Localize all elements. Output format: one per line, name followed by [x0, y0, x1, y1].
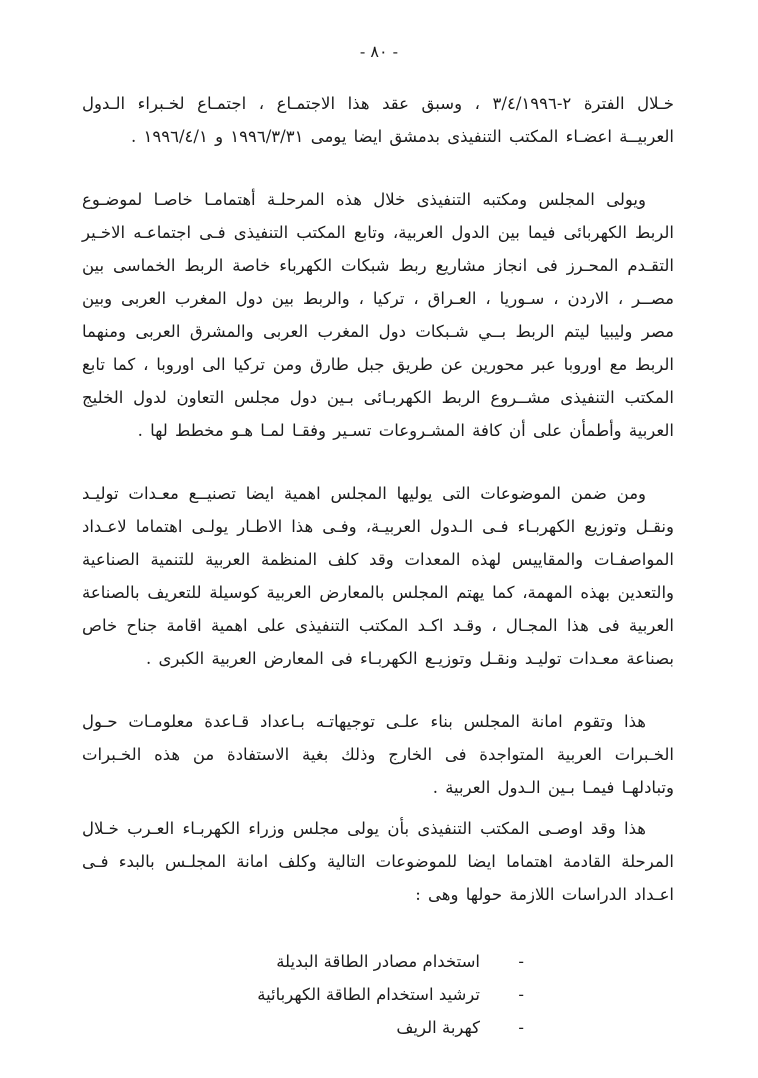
list-item-label: كهربة الريف [396, 1018, 480, 1037]
paragraph-experts-database: هذا وتقوم امانة المجلس بناء علـى توجيهاتـه بـاعداد قـاعدة معلومـات حـول الخـبرات العربية المتواجدة فى الخارج وذلك بغية الاستفادة من هذه الخـبرات وتبادلهـا فيمـا بـين الـدول العربية . [82, 712, 674, 797]
list-item-label: ترشيد استخدام الطاقة الكهربائية [257, 985, 480, 1004]
paragraph-future-topics: هذا وقد اوصـى المكتب التنفيذى بأن يولى مجلس وزراء الكهربـاء العـرب خـلال المرحلة القادمة اهتماما ايضا للموضوعات التالية وكلف امانة المجلـس بالبدء فـى اعـداد الدراسات اللازمة حولها وهى : [82, 819, 674, 904]
paragraph-equipment-manufacturing: ومن ضمن الموضوعات التى يوليها المجلس اهمية ايضا تصنيــع معـدات توليـد ونقـل وتوزيع الكهربـاء فـى الـدول العربيـة، وفـى هذا الاطـار يولـى اهتماما لاعـداد المواصفـات والمقاييس لهذه المعدات وقد كلف المنظمة العربية للتنمية الصناعية والتعدين بهذه المهمة، كما يهتم المجلس بالمعارض العربية كوسيلة للتعريف بالصناعة العربية فى هذا المجـال ، وقـد اكـد المكتب التنفيذى على اهمية اقامة جناح خاص بصناعة معـدات توليـد ونقـل وتوزيـع الكهربـاء فى المعارض العربية الكبرى . [82, 484, 674, 668]
list-item [82, 945, 524, 978]
dash-bullet: - [518, 1018, 524, 1037]
list-item [82, 1011, 524, 1044]
topics-list [82, 945, 524, 1044]
list-item-label: استخدام مصادر الطاقة البديلة [276, 952, 480, 971]
dash-bullet: - [518, 985, 524, 1004]
paragraph-electrical-interconnection: ويولى المجلس ومكتبه التنفيذى خلال هذه المرحلـة أهتمامـا خاصـا لموضـوع الربط الكهربائى فيما بين الدول العربية، وتابع المكتب التنفيذى فـى اجتماعـه الاخـير التقـدم المحـرز فى انجاز مشاريع ربط شبكات الكهرباء خاصة الربط الخماسى بين مصــر ، الاردن ، سـوريا ، العـراق ، تركيا ، والربط بين دول المغرب العربى وبين مصر وليبيا ليتم الربط بــي شـبكات دول المغرب العربى والمشرق العربى ومنهما الربط مع اوروبا عبر محورين عن طريق جبل طارق ومن تركيا الى اوروبا ، كما تابع المكتب التنفيذى مشــروع الربط الكهربـائى بـين دول مجلس التعاون لدول الخليج العربية وأطمأن على أن كافة المشـروعات تسـير وفقـا لمـا هـو مخطط لها . [82, 190, 674, 440]
page-number: - ٨٠ - [359, 42, 399, 61]
document-body [0, 61, 758, 1044]
list-item [82, 978, 524, 1011]
dash-bullet: - [518, 952, 524, 971]
paragraph-meeting-dates: خـلال الفترة ٢-٣/٤/١٩٩٦ ، وسبق عقد هذا الاجتمـاع ، اجتمـاع لخـبراء الـدول العربيــة اعضـاء المكتب التنفيذى بدمشق ايضا يومى ١٩٩٦/٣/٣١ و ١٩٩٦/٤/١ . [82, 94, 674, 146]
